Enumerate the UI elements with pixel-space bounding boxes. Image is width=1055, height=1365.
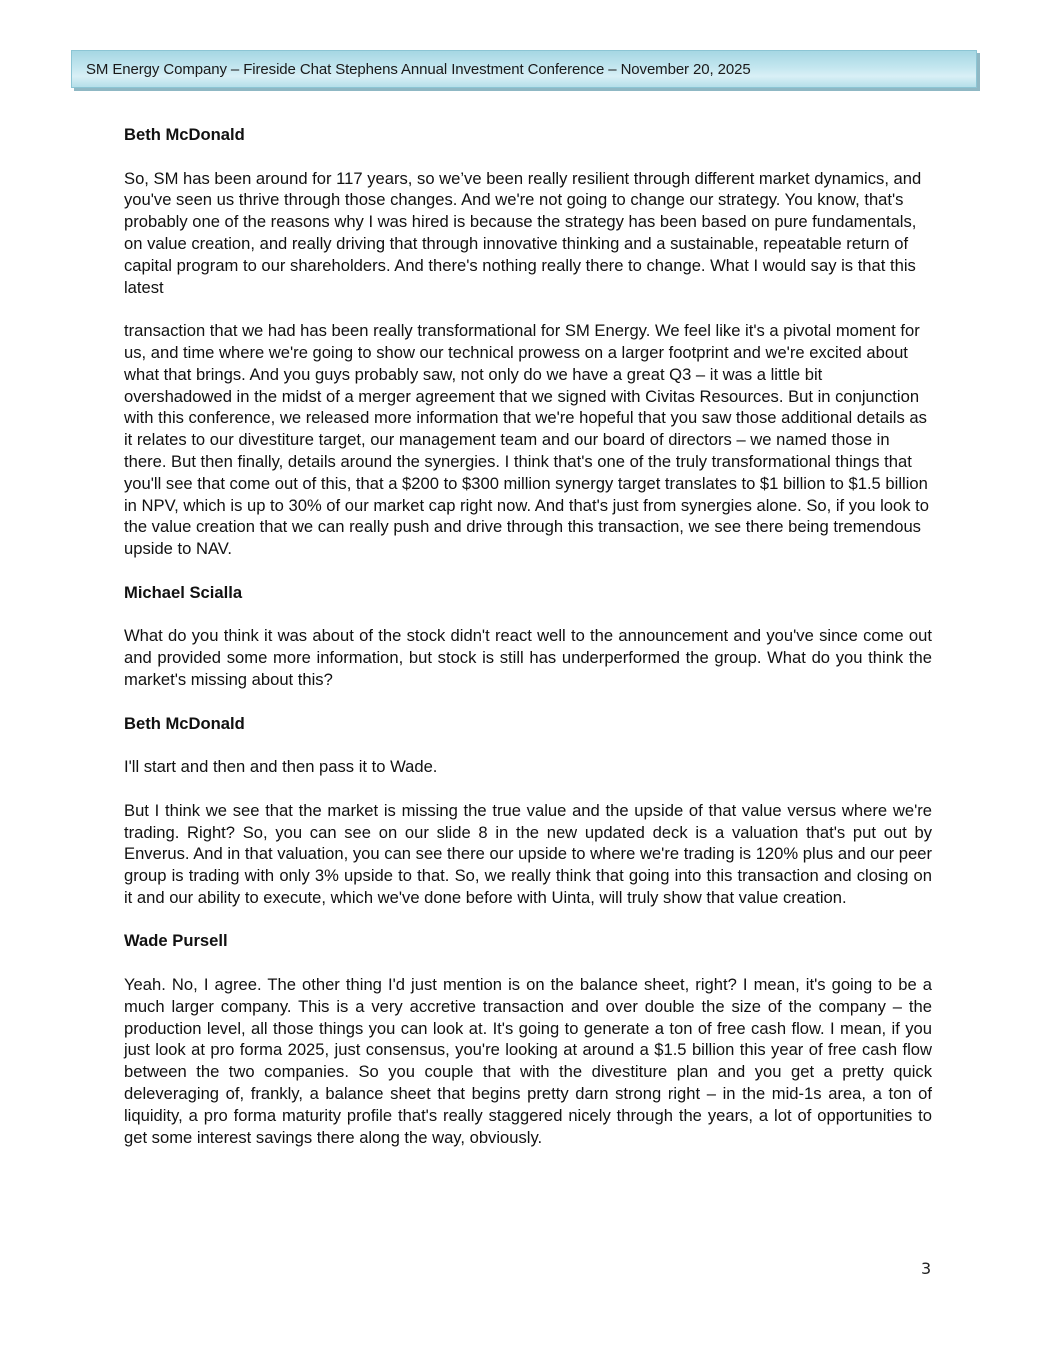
speaker-name: Beth McDonald: [124, 125, 245, 144]
transcript-body: [124, 124, 932, 1170]
transcript-paragraph: Yeah. No, I agree. The other thing I'd just mention is on the balance sheet, right? I mean, it's going to be a much larger company. This is a very accretive transaction and over double the size of the company – the production level, all those things you can look at. It's going to generate a ton of free cash flow. I mean, if you just look at pro forma 2025, just consensus, you're looking at around a $1.5 billion this year of free cash flow between the two companies. So you couple that with the divestiture plan and you get a pretty quick deleveraging of, frankly, a balance sheet that begins pretty darn strong right – in the mid-1s area, a ton of liquidity, a pro forma maturity profile that's really staggered nicely through the years, a lot of opportunities to get some interest savings there along the way, obviously.: [124, 975, 932, 1147]
transcript-paragraph: So, SM has been around for 117 years, so we’ve been really resilient through different market dynamics, and you've seen us thrive through those changes. And we're not going to change our strategy. You know, that's probably one of the reasons why I was hired is because the strategy has been based on pure fundamentals, on value creation, and really driving that through innovative thinking and a sustainable, repeatable return of capital program to our shareholders. And there's nothing really there to change. What I would say is that this latest: [124, 168, 922, 297]
transcript-paragraph: I'll start and then and then pass it to Wade.: [124, 757, 438, 777]
speaker-name: Michael Scialla: [124, 582, 243, 602]
transcript-paragraph: transaction that we had has been really transformational for SM Energy. We feel like it's a pivotal moment for us, and time where we're going to show our technical prowess on a larger footprint and we're excited about what that brings. And you guys probably saw, not only do we have a great Q3 – it was a little bit overshadowed in the midst of a merger agreement that we signed with Civitas Resources. But in conjunction with this conference, we released more information that we're hopeful that you saw those additional details as it relates to our divestiture target, our management team and our board of directors – we named those in there. But then finally, details around the synergies. I think that's one of the truly transformational things that you'll see that come out of this, that a $200 to $300 million synergy target translates to $1 billion to $1.5 billion in NPV, which is up to 30% of our market cap right now. And that's just from synergies alone. So, if you look to the value creation that we can really push and drive through this transaction, we see there being tremendous upside to NAV.: [124, 321, 930, 559]
page-number: 3: [921, 1259, 932, 1278]
speaker-name: Beth McDonald: [124, 713, 245, 733]
transcript-paragraph: What do you think it was about of the stock didn't react well to the announcement and you've since come out and provided some more information, but stock is still has underperformed the group. What do you think the market's missing about this?: [124, 626, 932, 689]
transcript-paragraph: But I think we see that the market is missing the true value and the upside of that value versus where we're trading. Right? So, you can see on our slide 8 in the new updated deck is a valuation that's put out by Enverus. And in that valuation, you can see there our upside to where we're trading is 120% plus and our peer group is trading with only 3% upside to that. So, we really think that going into this transaction and closing on it and our ability to execute, which we've done before with Uinta, will truly show that value creation.: [124, 800, 932, 907]
speaker-name: Wade Pursell: [124, 931, 228, 951]
header-banner: [71, 50, 977, 88]
document-title: SM Energy Company – Fireside Chat Stephens Annual Investment Conference – November 20, 2025: [86, 61, 751, 78]
